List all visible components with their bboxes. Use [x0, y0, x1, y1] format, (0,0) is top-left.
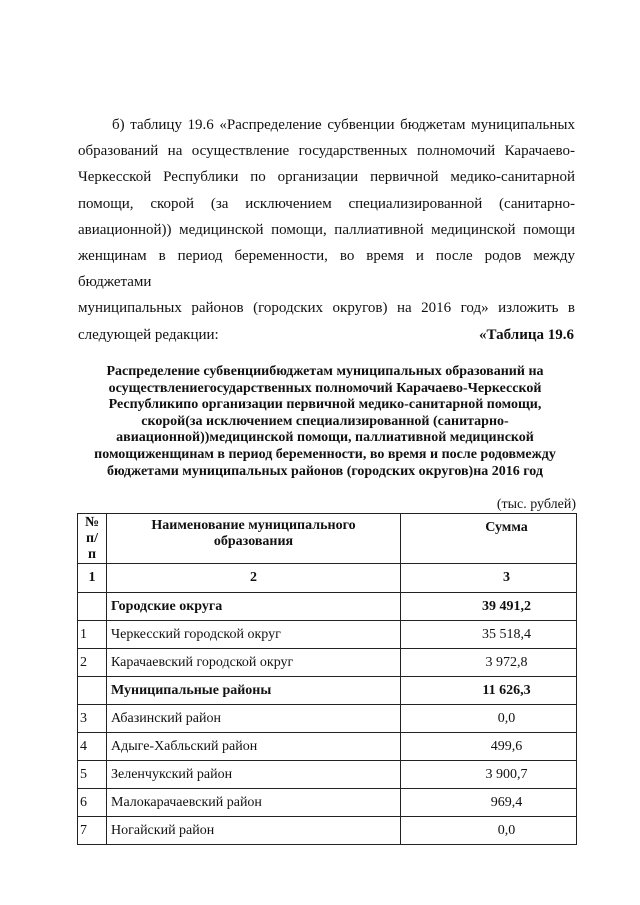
- intro-line: помощи, скорой (за исключением специализированной (санитарно-: [78, 195, 575, 212]
- intro-line: следующей редакции:: [78, 326, 219, 343]
- row-num: 6: [78, 789, 107, 817]
- row-name: Черкесский городской округ: [107, 621, 401, 649]
- row-num: 7: [78, 817, 107, 845]
- row-name: Ногайский район: [107, 817, 401, 845]
- table-row: [78, 761, 577, 789]
- title-line: Республикипо организации первичной медико-санитарной помощи,: [108, 397, 542, 413]
- table-row: [78, 677, 577, 705]
- column-number: 2: [107, 564, 401, 593]
- column-number: 1: [78, 564, 107, 593]
- table-label: «Таблица 19.6: [479, 327, 574, 343]
- intro-line: авиационной)) медицинской помощи, паллиативной медицинской помощи: [78, 221, 575, 238]
- table-row: [78, 733, 577, 761]
- row-num: [78, 677, 107, 705]
- row-name: Муниципальные районы: [107, 677, 401, 705]
- row-sum: 969,4: [401, 789, 577, 817]
- header-sum: Сумма: [401, 514, 577, 564]
- title-line: скорой(за исключением специализированной (санитарно-: [141, 413, 509, 429]
- row-name: Зеленчукский район: [107, 761, 401, 789]
- intro-line: Черкесской Республики по организации первичной медико-санитарной: [78, 169, 575, 186]
- row-num: 4: [78, 733, 107, 761]
- row-num: 1: [78, 621, 107, 649]
- row-name: Городские округа: [107, 593, 401, 621]
- intro-paragraph: [78, 112, 575, 348]
- row-sum: 3 972,8: [401, 649, 577, 677]
- intro-line: муниципальных районов (городских округов) на 2016 год» изложить в: [78, 300, 575, 317]
- table-row: [78, 593, 577, 621]
- title-line: авиационной))медицинской помощи, паллиативной медицинской: [116, 430, 534, 446]
- intro-line: образований на осуществление государственных полномочий Карачаево-: [78, 143, 575, 160]
- header-num: № п/п: [78, 514, 107, 564]
- table-title: [82, 364, 568, 480]
- row-name: Карачаевский городской округ: [107, 649, 401, 677]
- intro-line: б) таблицу 19.6 «Распределение субвенции бюджетам муниципальных: [112, 117, 575, 133]
- column-number: 3: [401, 564, 577, 593]
- title-line: осуществлениегосударственных полномочий Карачаево-Черкесской: [108, 380, 542, 396]
- table-row: [78, 789, 577, 817]
- row-sum: 0,0: [401, 817, 577, 845]
- intro-line: женщинам в период беременности, во время и после родов между бюджетами: [78, 248, 575, 291]
- row-sum: 0,0: [401, 705, 577, 733]
- title-line: Распределение субвенциибюджетам муниципальных образований на: [106, 364, 544, 379]
- subvention-table: [77, 513, 577, 845]
- row-sum: 11 626,3: [401, 677, 577, 705]
- row-name: Малокарачаевский район: [107, 789, 401, 817]
- units-note: (тыс. рублей): [496, 497, 576, 512]
- table-row: [78, 621, 577, 649]
- table-row: [78, 705, 577, 733]
- row-name: Адыге-Хабльский район: [107, 733, 401, 761]
- row-num: 5: [78, 761, 107, 789]
- row-sum: 39 491,2: [401, 593, 577, 621]
- header-name: Наименование муниципального образования: [107, 514, 401, 564]
- table-row: [78, 649, 577, 677]
- column-number-row: [78, 564, 577, 593]
- row-num: [78, 593, 107, 621]
- row-sum: 3 900,7: [401, 761, 577, 789]
- row-sum: 499,6: [401, 733, 577, 761]
- row-num: 3: [78, 705, 107, 733]
- title-line: бюджетами муниципальных районов (городских округов)на 2016 год: [107, 463, 543, 479]
- row-sum: 35 518,4: [401, 621, 577, 649]
- table-header-row: [78, 514, 577, 564]
- title-line: помощиженщинам в период беременности, во время и после родовмежду: [94, 446, 556, 462]
- row-name: Абазинский район: [107, 705, 401, 733]
- row-num: 2: [78, 649, 107, 677]
- table-row: [78, 817, 577, 845]
